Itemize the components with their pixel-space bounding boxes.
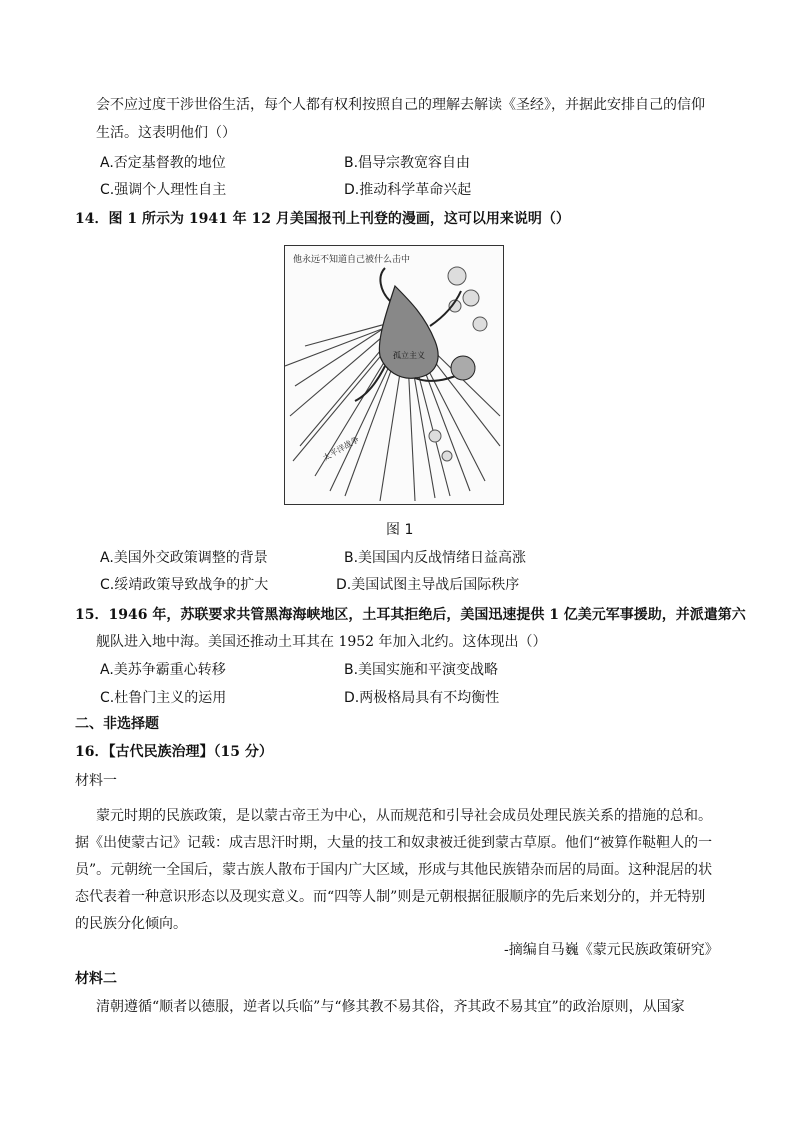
q13-stem-line-1: 会不应过度干涉世俗生活，每个人都有权利按照自己的理解去解读《圣经》，并据此安排自己的信仰 — [96, 97, 705, 113]
cartoon-label-isolationism: 孤立主义 — [393, 351, 425, 360]
cartoon-figure — [284, 245, 504, 505]
q15-stem-line-2: 舰队进入地中海。美国还推动土耳其在 1952 年加入北约。这体现出（） — [96, 634, 547, 650]
material-1-line: 蒙元时期的民族政策，是以蒙古帝王为中心，从而规范和引导社会成员处理民族关系的措施的总和。 — [96, 808, 712, 824]
q13-option-d[interactable]: D.推动科学革命兴起 — [344, 182, 472, 198]
material-1-line: 员”。元朝统一全国后，蒙古族人散布于国内广大区域，形成与其他民族错杂而居的局面。这种混居的状 — [75, 862, 713, 878]
cartoon-caption: 他永远不知道自己被什么击中 — [293, 255, 411, 265]
q15-option-b[interactable]: B.美国实施和平演变战略 — [344, 662, 499, 678]
material-1-line: 的民族分化倾向。 — [75, 916, 187, 932]
material-2-label: 材料二 — [75, 971, 117, 987]
section-heading: 二、非选择题 — [75, 716, 159, 732]
q13-option-b[interactable]: B.倡导宗教宽容自由 — [344, 155, 471, 171]
q14-stem: 14．图 1 所示为 1941 年 12 月美国报刊上刊登的漫画，这可以用来说明（） — [75, 211, 570, 227]
q13-stem-line-2: 生活。这表明他们（） — [96, 125, 236, 141]
material-2-line: 清朝遵循“顺者以德服，逆者以兵临”与“修其教不易其俗，齐其政不易其宜”的政治原则，从国家 — [96, 999, 685, 1015]
q14-option-d[interactable]: D.美国试图主导战后国际秩序 — [336, 577, 520, 593]
q16-title: 16．【古代民族治理】（15 分） — [75, 744, 273, 760]
figure-label: 图 1 — [386, 522, 414, 538]
q14-option-c[interactable]: C.绥靖政策导致战争的扩大 — [100, 577, 269, 593]
q15-option-c[interactable]: C.杜鲁门主义的运用 — [100, 690, 227, 706]
cartoon-illustration — [285, 246, 503, 504]
q13-option-c[interactable]: C.强调个人理性自主 — [100, 182, 227, 198]
q14-option-a[interactable]: A.美国外交政策调整的背景 — [100, 550, 268, 566]
material-1-line: 据《出使蒙古记》记载：成吉思汗时期，大量的技工和奴隶被迁徙到蒙古草原。他们“被算作鞑靼人的一 — [75, 835, 713, 851]
material-1-label: 材料一 — [75, 773, 117, 789]
q15-stem-line-1: 15．1946 年，苏联要求共管黑海海峡地区，土耳其拒绝后，美国迅速提供 1 亿美元军事援助，并派遣第六 — [75, 607, 746, 623]
q14-option-b[interactable]: B.美国国内反战情绪日益高涨 — [344, 550, 527, 566]
material-1-source: -摘编自马巍《蒙元民族政策研究》 — [504, 942, 719, 958]
cartoon-label-pacific-war: 太平洋战争 — [321, 434, 361, 463]
q15-option-a[interactable]: A.美苏争霸重心转移 — [100, 662, 226, 678]
q13-option-a[interactable]: A.否定基督教的地位 — [100, 155, 226, 171]
q15-option-d[interactable]: D.两极格局具有不均衡性 — [344, 690, 500, 706]
material-1-line: 态代表着一种意识形态以及现实意义。而“四等人制”则是元朝根据征服顺序的先后来划分的，并无特别 — [75, 889, 706, 905]
